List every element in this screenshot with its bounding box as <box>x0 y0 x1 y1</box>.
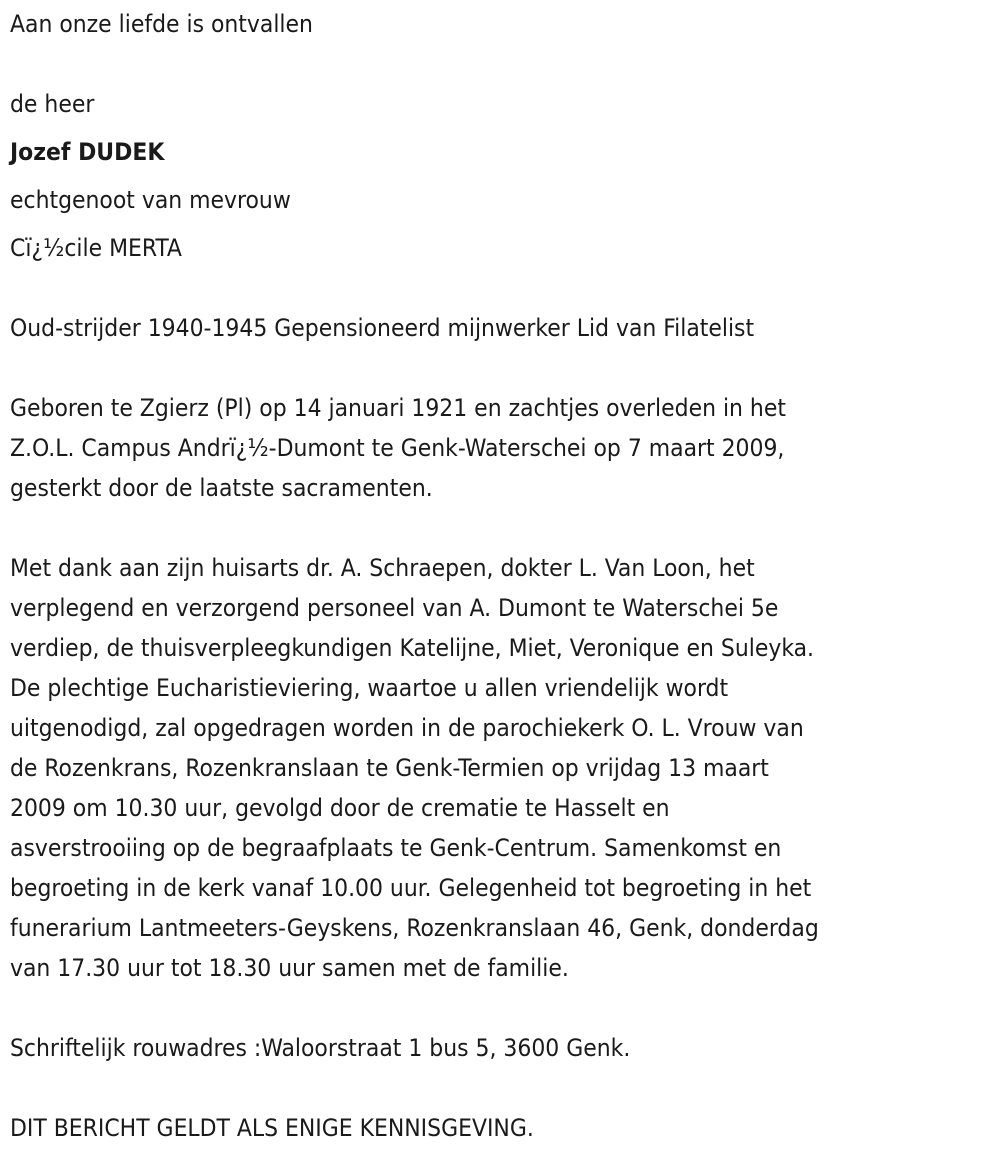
spacer <box>10 988 992 1028</box>
spacer <box>10 348 992 388</box>
spouse-label: echtgenoot van mevrouw <box>10 185 291 214</box>
paragraph-line: verplegend en verzorgend personeel van A. Dumont te Waterschei 5e <box>10 593 779 622</box>
paragraph-line: de Rozenkrans, Rozenkranslaan te Genk-Termien op vrijdag 13 maart <box>10 753 769 782</box>
spacer <box>10 1068 992 1108</box>
spacer <box>10 508 992 548</box>
spacer <box>10 172 992 180</box>
occupation-text: Oud-strijder 1940-1945 Gepensioneerd mijnwerker Lid van Filatelist <box>10 313 755 342</box>
paragraph-line: De plechtige Eucharistieviering, waartoe u allen vriendelijk wordt <box>10 673 729 702</box>
spacer <box>10 44 992 84</box>
paragraph-line: verdiep, de thuisverpleegkundigen Katelijne, Miet, Veronique en Suleyka. <box>10 633 815 662</box>
intro-text: Aan onze liefde is ontvallen <box>10 9 313 38</box>
paragraph-line: begroeting in de kerk vanaf 10.00 uur. Gelegenheid tot begroeting in het <box>10 873 812 902</box>
death-notice <box>10 4 992 1148</box>
salutation: de heer <box>10 89 95 118</box>
thanks-paragraph <box>10 548 992 988</box>
spacer <box>10 268 992 308</box>
deceased-name: Jozef DUDEK <box>10 137 165 166</box>
paragraph-line: Met dank aan zijn huisarts dr. A. Schraepen, dokter L. Van Loon, het <box>10 553 755 582</box>
paragraph-line: Geboren te Zgierz (Pl) op 14 januari 1921 en zachtjes overleden in het <box>10 393 786 422</box>
closing-statement: DIT BERICHT GELDT ALS ENIGE KENNISGEVING. <box>10 1113 534 1142</box>
paragraph-line: gesterkt door de laatste sacramenten. <box>10 473 433 502</box>
spacer <box>10 220 992 228</box>
paragraph-line: asverstrooiing op de begraafplaats te Genk-Centrum. Samenkomst en <box>10 833 782 862</box>
paragraph-line: funerarium Lantmeeters-Geyskens, Rozenkranslaan 46, Genk, donderdag <box>10 913 819 942</box>
mourning-address: Schriftelijk rouwadres :Waloorstraat 1 bus 5, 3600 Genk. <box>10 1033 631 1062</box>
spouse-name: Cï¿½cile MERTA <box>10 233 182 262</box>
spacer <box>10 124 992 132</box>
paragraph-line: Z.O.L. Campus Andrï¿½-Dumont te Genk-Waterschei op 7 maart 2009, <box>10 433 785 462</box>
birth-death-paragraph <box>10 388 992 508</box>
paragraph-line: uitgenodigd, zal opgedragen worden in de parochiekerk O. L. Vrouw van <box>10 713 804 742</box>
paragraph-line: 2009 om 10.30 uur, gevolgd door de crematie te Hasselt en <box>10 793 670 822</box>
paragraph-line: van 17.30 uur tot 18.30 uur samen met de familie. <box>10 953 569 982</box>
